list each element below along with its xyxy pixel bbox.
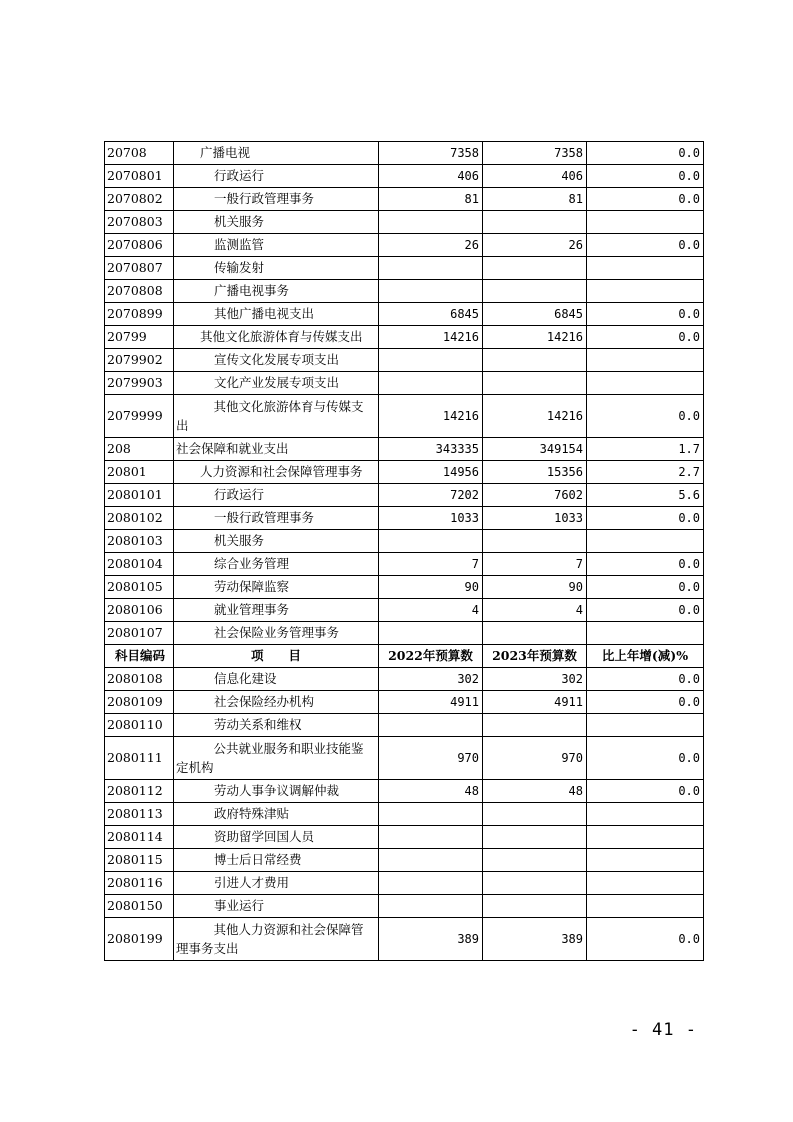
row-code: 2080115 [105,849,174,872]
row-name: 劳动保障监察 [174,576,379,599]
row-change: 5.6 [587,484,704,507]
row-budget-2023: 14216 [483,395,587,438]
row-code: 20801 [105,461,174,484]
header-change: 比上年增(减)% [587,645,704,668]
row-name: 文化产业发展专项支出 [174,372,379,395]
row-budget-2022: 343335 [379,438,483,461]
row-name: 人力资源和社会保障管理事务 [174,461,379,484]
table-header-row [105,645,704,668]
table-row [105,780,704,803]
row-budget-2022 [379,349,483,372]
row-code: 208 [105,438,174,461]
row-name: 博士后日常经费 [174,849,379,872]
table-row [105,142,704,165]
table-row [105,234,704,257]
row-budget-2023: 7602 [483,484,587,507]
row-budget-2022: 14956 [379,461,483,484]
row-name: 一般行政管理事务 [174,507,379,530]
row-name: 宣传文化发展专项支出 [174,349,379,372]
row-code: 2080109 [105,691,174,714]
row-change [587,211,704,234]
row-change: 0.0 [587,165,704,188]
row-budget-2022 [379,530,483,553]
row-budget-2023 [483,349,587,372]
row-budget-2023: 26 [483,234,587,257]
header-code: 科目编码 [105,645,174,668]
row-name: 传输发射 [174,257,379,280]
row-change: 0.0 [587,780,704,803]
row-name: 事业运行 [174,895,379,918]
table-row [105,849,704,872]
row-code: 2080107 [105,622,174,645]
row-budget-2023: 1033 [483,507,587,530]
row-name: 政府特殊津贴 [174,803,379,826]
row-code: 2070807 [105,257,174,280]
row-change: 0.0 [587,395,704,438]
row-code: 2070802 [105,188,174,211]
row-change [587,826,704,849]
row-name: 社会保障和就业支出 [174,438,379,461]
row-budget-2022 [379,280,483,303]
row-budget-2022 [379,826,483,849]
row-budget-2023 [483,280,587,303]
row-budget-2023: 48 [483,780,587,803]
table-row [105,165,704,188]
row-change: 2.7 [587,461,704,484]
row-change [587,349,704,372]
row-budget-2023: 15356 [483,461,587,484]
row-change: 1.7 [587,438,704,461]
row-change [587,622,704,645]
row-name: 公共就业服务和职业技能鉴定机构 [174,737,379,780]
table-row [105,303,704,326]
row-name: 就业管理事务 [174,599,379,622]
row-change: 0.0 [587,507,704,530]
table-row [105,211,704,234]
row-budget-2023: 406 [483,165,587,188]
row-budget-2022: 7 [379,553,483,576]
table-row [105,895,704,918]
table-row [105,668,704,691]
row-code: 2070899 [105,303,174,326]
row-budget-2022 [379,714,483,737]
row-budget-2022: 4 [379,599,483,622]
row-code: 2080113 [105,803,174,826]
row-change [587,849,704,872]
row-name: 资助留学回国人员 [174,826,379,849]
row-code: 2079999 [105,395,174,438]
row-budget-2023 [483,530,587,553]
row-budget-2023 [483,372,587,395]
row-budget-2022 [379,895,483,918]
row-budget-2023: 389 [483,918,587,961]
row-budget-2023 [483,211,587,234]
row-name: 其他广播电视支出 [174,303,379,326]
row-code: 2070803 [105,211,174,234]
row-budget-2022 [379,803,483,826]
row-budget-2022: 81 [379,188,483,211]
table-row [105,438,704,461]
row-budget-2022: 14216 [379,326,483,349]
row-budget-2023 [483,622,587,645]
row-budget-2022: 26 [379,234,483,257]
row-budget-2023: 81 [483,188,587,211]
row-budget-2022 [379,849,483,872]
row-change: 0.0 [587,576,704,599]
row-code: 2080104 [105,553,174,576]
row-code: 20708 [105,142,174,165]
table-row [105,553,704,576]
table-row [105,826,704,849]
row-name: 行政运行 [174,484,379,507]
table-row [105,530,704,553]
row-name: 其他文化旅游体育与传媒支出 [174,326,379,349]
table-row [105,395,704,438]
row-code: 2080110 [105,714,174,737]
row-change: 0.0 [587,326,704,349]
table-row [105,918,704,961]
row-change: 0.0 [587,668,704,691]
table-row [105,484,704,507]
header-name: 项 目 [174,645,379,668]
row-budget-2023 [483,257,587,280]
row-budget-2023: 7 [483,553,587,576]
table-row [105,372,704,395]
row-code: 2079902 [105,349,174,372]
row-budget-2023: 7358 [483,142,587,165]
row-name: 一般行政管理事务 [174,188,379,211]
row-name: 引进人才费用 [174,872,379,895]
page-number: - 41 - [629,1020,697,1040]
row-name: 其他人力资源和社会保障管理事务支出 [174,918,379,961]
row-budget-2023: 4911 [483,691,587,714]
row-budget-2022: 7358 [379,142,483,165]
table-row [105,349,704,372]
row-code: 2080150 [105,895,174,918]
row-budget-2022: 406 [379,165,483,188]
row-budget-2022 [379,211,483,234]
row-change: 0.0 [587,234,704,257]
row-budget-2022: 389 [379,918,483,961]
row-code: 2070806 [105,234,174,257]
row-code: 20799 [105,326,174,349]
table-row [105,714,704,737]
row-budget-2023 [483,714,587,737]
row-budget-2022: 302 [379,668,483,691]
row-code: 2080102 [105,507,174,530]
table-row [105,691,704,714]
table-row [105,872,704,895]
table-row [105,507,704,530]
row-budget-2023 [483,826,587,849]
row-change: 0.0 [587,691,704,714]
row-change: 0.0 [587,142,704,165]
row-change: 0.0 [587,553,704,576]
row-change [587,803,704,826]
row-name: 其他文化旅游体育与传媒支出 [174,395,379,438]
row-budget-2022 [379,872,483,895]
row-budget-2022: 1033 [379,507,483,530]
row-code: 2080103 [105,530,174,553]
row-budget-2022: 7202 [379,484,483,507]
row-budget-2023: 970 [483,737,587,780]
table-row [105,803,704,826]
row-code: 2070808 [105,280,174,303]
table-body [105,142,704,961]
row-code: 2080108 [105,668,174,691]
table-row [105,622,704,645]
row-name: 监测监管 [174,234,379,257]
table-row [105,576,704,599]
row-name: 广播电视 [174,142,379,165]
row-change [587,895,704,918]
row-name: 广播电视事务 [174,280,379,303]
row-change [587,280,704,303]
row-budget-2023 [483,803,587,826]
row-code: 2080116 [105,872,174,895]
table-row [105,599,704,622]
table-row [105,737,704,780]
header-budget-2023: 2023年预算数 [483,645,587,668]
row-change: 0.0 [587,737,704,780]
row-code: 2080114 [105,826,174,849]
row-budget-2022 [379,372,483,395]
header-budget-2022: 2022年预算数 [379,645,483,668]
row-change: 0.0 [587,188,704,211]
table-row [105,188,704,211]
row-name: 机关服务 [174,211,379,234]
row-code: 2080105 [105,576,174,599]
row-budget-2022 [379,622,483,645]
row-name: 社会保险经办机构 [174,691,379,714]
row-budget-2023: 90 [483,576,587,599]
row-name: 社会保险业务管理事务 [174,622,379,645]
row-code: 2079903 [105,372,174,395]
row-budget-2023: 14216 [483,326,587,349]
row-change: 0.0 [587,918,704,961]
row-code: 2080111 [105,737,174,780]
row-budget-2023 [483,895,587,918]
table-row [105,257,704,280]
row-budget-2022: 90 [379,576,483,599]
row-name: 劳动关系和维权 [174,714,379,737]
row-name: 行政运行 [174,165,379,188]
row-budget-2023: 4 [483,599,587,622]
row-name: 劳动人事争议调解仲裁 [174,780,379,803]
row-change [587,714,704,737]
table-row [105,461,704,484]
table-row [105,280,704,303]
budget-table [104,141,704,961]
table-row [105,326,704,349]
row-name: 机关服务 [174,530,379,553]
row-change: 0.0 [587,303,704,326]
row-budget-2022: 6845 [379,303,483,326]
row-code: 2080112 [105,780,174,803]
row-budget-2023: 6845 [483,303,587,326]
row-change [587,530,704,553]
row-budget-2022: 4911 [379,691,483,714]
row-budget-2023: 302 [483,668,587,691]
row-budget-2022: 14216 [379,395,483,438]
row-name: 信息化建设 [174,668,379,691]
row-budget-2023 [483,872,587,895]
row-name: 综合业务管理 [174,553,379,576]
row-change: 0.0 [587,599,704,622]
row-budget-2023 [483,849,587,872]
row-code: 2080199 [105,918,174,961]
row-code: 2080101 [105,484,174,507]
row-code: 2080106 [105,599,174,622]
row-change [587,257,704,280]
row-code: 2070801 [105,165,174,188]
row-change [587,372,704,395]
row-change [587,872,704,895]
row-budget-2022: 970 [379,737,483,780]
row-budget-2022 [379,257,483,280]
row-budget-2023: 349154 [483,438,587,461]
row-budget-2022: 48 [379,780,483,803]
